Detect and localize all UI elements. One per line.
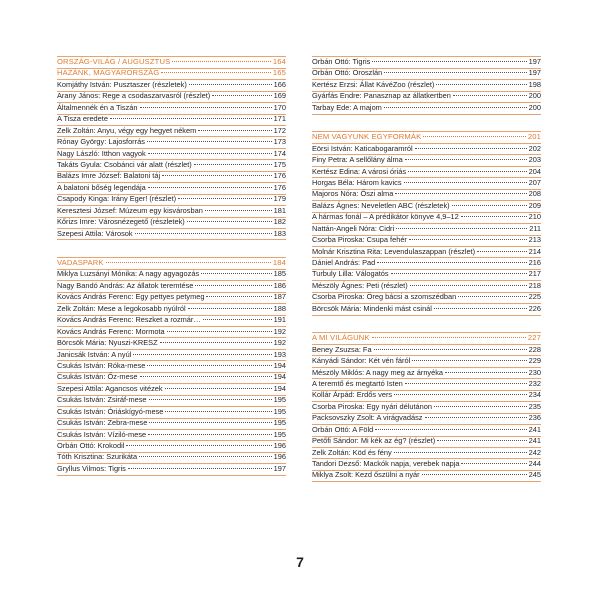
entry-page-number: 242: [528, 447, 541, 457]
entry-title: Finy Petra: A sellőlány álma: [312, 155, 403, 165]
entry-title: Kovács András Ferenc: Reszket a rozmár…: [57, 315, 201, 325]
entry-page-number: 204: [528, 166, 541, 176]
entry-page-number: 197: [528, 68, 541, 78]
entry-title: Gyárfás Endre: Panasznap az állatkertben: [312, 91, 451, 101]
entry-title: Balázs Imre József: Balatoni táj: [57, 171, 161, 181]
toc-entry: [57, 183, 286, 194]
section-gap: [57, 240, 286, 257]
entry-title: Szepesi Attila: Városok: [57, 228, 133, 238]
toc-entry: [312, 425, 541, 436]
section-gap: [312, 315, 541, 332]
dot-leader: [160, 342, 272, 343]
toc-entry: [57, 407, 286, 418]
entry-page-number: 227: [527, 333, 541, 343]
dot-leader: [372, 61, 526, 62]
dot-leader: [436, 84, 526, 85]
entry-page-number: 208: [528, 189, 541, 199]
entry-title: Csorba Piroska: Öreg bácsi a szomszédban: [312, 292, 457, 302]
dot-leader: [165, 388, 272, 389]
toc-entry: [312, 345, 541, 356]
entry-page-number: 225: [528, 292, 541, 302]
entry-page-number: 196: [273, 441, 286, 450]
entry-title: Petőfi Sándor: Mi kék az ég? (részlet): [312, 436, 436, 446]
entry-page-number: 174: [273, 148, 286, 158]
dot-leader: [195, 285, 271, 286]
entry-page-number: 192: [273, 338, 286, 348]
toc-entry: [312, 91, 541, 102]
entry-page-number: 235: [528, 401, 541, 411]
dot-leader: [434, 406, 527, 407]
toc-entry: [57, 126, 286, 137]
toc-entry: [57, 269, 286, 280]
entry-page-number: 184: [272, 258, 286, 267]
toc-entry: [312, 356, 541, 367]
entry-title: Orbán Ottó: A Föld: [312, 424, 374, 434]
dot-leader: [434, 308, 527, 309]
toc-entry: [312, 292, 541, 303]
entry-page-number: 198: [528, 79, 541, 89]
entry-title: Horgas Béla: Három kavics: [312, 177, 402, 187]
toc-entry: [312, 470, 541, 481]
toc-entry: [312, 144, 541, 155]
entry-page-number: 200: [528, 91, 541, 101]
entry-title: Csukás István: Óriáskígyó-mese: [57, 406, 164, 416]
toc-entry: [312, 436, 541, 447]
dot-leader: [453, 95, 527, 96]
toc-entry: [312, 201, 541, 212]
toc-entry: [57, 350, 286, 361]
toc-entry: [57, 464, 286, 475]
entry-page-number: 197: [528, 57, 541, 66]
toc-section-heading: [57, 257, 286, 269]
dot-leader: [391, 273, 527, 274]
entry-title: Miklya Zsolt: Kezd őszülni a nyár: [312, 470, 420, 480]
entry-title: Zelk Zoltán: Anyu, végy egy hegyet nékem: [57, 125, 197, 135]
entry-page-number: 214: [528, 246, 541, 256]
entry-page-number: 234: [528, 390, 541, 400]
entry-title: Általmennék én a Tiszán: [57, 102, 138, 112]
toc-entry: [57, 327, 286, 338]
entry-page-number: 187: [273, 292, 286, 302]
dot-leader: [147, 141, 272, 142]
toc-entry: [312, 167, 541, 178]
toc-entry: [57, 103, 286, 114]
dot-leader: [198, 130, 271, 131]
toc-entry: [57, 315, 286, 326]
dot-leader: [203, 319, 272, 320]
entry-page-number: 209: [528, 200, 541, 210]
entry-title: Nagy László: Itthon vagyok: [57, 148, 146, 158]
toc-entry: [57, 304, 286, 315]
toc-entry: [312, 68, 541, 79]
entry-page-number: 241: [528, 436, 541, 446]
toc-entry: [57, 372, 286, 383]
toc-entry: [312, 390, 541, 401]
entry-title: Takáts Gyula: Csobánci vár alatt (részlet): [57, 159, 192, 169]
dot-leader: [161, 72, 270, 73]
entry-title: Packsovszky Zsolt: A virágvadász: [312, 413, 423, 423]
dot-leader: [178, 198, 272, 199]
entry-title: Janicsák István: A nyúl: [57, 349, 132, 359]
entry-page-number: 245: [528, 470, 541, 480]
page-number: 7: [296, 554, 304, 570]
entry-page-number: 218: [528, 280, 541, 290]
entry-page-number: 232: [528, 378, 541, 388]
entry-page-number: 228: [528, 344, 541, 354]
entry-page-number: 192: [273, 326, 286, 336]
entry-title: A balatoni bőség legendája: [57, 182, 146, 192]
dot-leader: [452, 205, 527, 206]
row-rule: [57, 475, 286, 476]
entry-page-number: 195: [273, 395, 286, 405]
dot-leader: [110, 118, 272, 119]
dot-leader: [212, 95, 271, 96]
entry-title: Kőrizs Imre: Városnézegető (részletek): [57, 217, 185, 227]
entry-page-number: 197: [273, 463, 286, 473]
toc-left-column: [57, 56, 286, 475]
entry-page-number: 217: [528, 269, 541, 279]
dot-leader: [374, 349, 527, 350]
toc-entry: [312, 56, 541, 68]
entry-title: Tarbay Ede: A majom: [312, 102, 382, 112]
dot-leader: [410, 285, 527, 286]
toc-entry: [57, 149, 286, 160]
entry-page-number: 194: [273, 383, 286, 393]
dot-leader: [461, 216, 527, 217]
entry-page-number: 201: [527, 132, 541, 142]
toc-entry: [57, 452, 286, 463]
toc-section-heading: [57, 56, 286, 68]
entry-page-number: 172: [273, 125, 286, 135]
entry-page-number: 173: [273, 137, 286, 147]
entry-title: Orbán Ottó: Krokodil: [57, 441, 125, 450]
entry-title: A Tisza eredete: [57, 114, 108, 124]
toc-entry: [312, 402, 541, 413]
toc-entry: [57, 91, 286, 102]
dot-leader: [139, 456, 272, 457]
dot-leader: [396, 228, 527, 229]
entry-page-number: 213: [528, 235, 541, 245]
entry-title: Csukás István: Őz-mese: [57, 372, 138, 382]
dot-leader: [149, 422, 271, 423]
toc-entry: [57, 114, 286, 125]
entry-page-number: 169: [273, 91, 286, 101]
entry-page-number: 175: [273, 159, 286, 169]
dot-leader: [377, 262, 526, 263]
dot-leader: [412, 360, 526, 361]
dot-leader: [422, 474, 527, 475]
entry-page-number: 241: [528, 424, 541, 434]
section-title: VADASPARK: [57, 258, 104, 267]
dot-leader: [172, 61, 271, 62]
toc-entry: [312, 459, 541, 470]
entry-page-number: 186: [273, 280, 286, 290]
dot-leader: [437, 440, 526, 441]
dot-leader: [133, 354, 271, 355]
toc-entry: [312, 189, 541, 200]
entry-title: Börcsök Mária: Mindenki mást csinál: [312, 303, 432, 313]
toc-entry: [57, 80, 286, 91]
entry-title: Szepesi Attila: Agancsos vitézek: [57, 383, 163, 393]
dot-leader: [128, 468, 272, 469]
toc-entry: [312, 304, 541, 315]
entry-page-number: 210: [528, 212, 541, 222]
dot-leader: [148, 434, 272, 435]
entry-page-number: 216: [528, 258, 541, 267]
entry-title: Rónay György: Lajosforrás: [57, 137, 145, 147]
dot-leader: [409, 239, 527, 240]
toc-entry: [57, 137, 286, 148]
entry-page-number: 191: [273, 315, 286, 325]
entry-page-number: 188: [273, 303, 286, 313]
toc-entry: [312, 247, 541, 258]
toc-entry: [57, 160, 286, 171]
entry-page-number: 202: [528, 143, 541, 153]
entry-title: Nattán-Angeli Nóra: Cidri: [312, 223, 395, 233]
toc-entry: [57, 194, 286, 205]
dot-leader: [148, 187, 272, 188]
dot-leader: [384, 107, 527, 108]
entry-title: Majoros Nóra: Őszi alma: [312, 189, 394, 199]
toc-entry: [57, 206, 286, 217]
toc-entry: [312, 212, 541, 223]
entry-page-number: 185: [273, 269, 286, 279]
dot-leader: [423, 136, 526, 137]
dot-leader: [445, 372, 527, 373]
entry-page-number: 179: [273, 194, 286, 204]
entry-title: Eörsi István: Katicabogaramról: [312, 143, 413, 153]
toc-entry: [57, 384, 286, 395]
toc-entry: [312, 281, 541, 292]
entry-page-number: 170: [273, 102, 286, 112]
entry-page-number: 181: [273, 205, 286, 215]
entry-title: Csukás István: Zebra-mese: [57, 418, 148, 428]
entry-page-number: 229: [528, 356, 541, 366]
entry-page-number: 193: [273, 349, 286, 359]
entry-title: Csukás István: Róka-mese: [57, 360, 146, 370]
toc-entry: [57, 281, 286, 292]
entry-page-number: 207: [528, 177, 541, 187]
entry-page-number: 211: [529, 223, 541, 233]
entry-title: Csorba Piroska: Egy nyári délutánon: [312, 401, 432, 411]
entry-page-number: 203: [528, 155, 541, 165]
dot-leader: [206, 296, 271, 297]
entry-page-number: 195: [273, 418, 286, 428]
dot-leader: [106, 262, 271, 263]
entry-title: Turbuly Lilla: Válogatós: [312, 269, 389, 279]
toc-section-heading: [312, 131, 541, 143]
entry-title: Csukás István: Víziló-mese: [57, 429, 147, 439]
toc-entry: [312, 103, 541, 114]
entry-title: Komjáthy István: Pusztaszer (részletek): [57, 79, 187, 89]
toc-section-heading: [57, 68, 286, 79]
entry-page-number: 176: [273, 182, 286, 192]
entry-title: Kovács András Ferenc: Egy pettyes petymeg: [57, 292, 205, 302]
entry-title: Keresztesi József: Múzeum egy kisvárosban: [57, 205, 203, 215]
entry-page-number: 176: [273, 171, 286, 181]
entry-page-number: 164: [272, 57, 286, 66]
dot-leader: [384, 72, 526, 73]
entry-page-number: 226: [528, 303, 541, 313]
entry-title: Csapody Kinga: Irány Eger! (részlet): [57, 194, 177, 204]
dot-leader: [126, 445, 271, 446]
dot-leader: [187, 221, 272, 222]
entry-title: Zelk Zoltán: Mese a legokosabb nyúlról: [57, 303, 186, 313]
toc-entry: [312, 413, 541, 424]
toc-entry: [57, 418, 286, 429]
entry-page-number: 196: [273, 452, 286, 462]
section-title: HAZÁNK, MAGYARORSZÁG: [57, 68, 160, 78]
section-gap: [312, 114, 541, 131]
toc-entry: [57, 292, 286, 303]
entry-page-number: 166: [273, 79, 286, 89]
dot-leader: [135, 233, 272, 234]
entry-title: Csukás István: Zsiráf-mese: [57, 395, 147, 405]
toc-entry: [312, 269, 541, 280]
entry-title: Kertész Edina: A városi óriás: [312, 166, 407, 176]
dot-leader: [394, 394, 527, 395]
entry-title: Gryllus Vilmos: Tigris: [57, 463, 126, 473]
section-title: NEM VAGYUNK EGYFORMÁK: [312, 132, 422, 142]
section-title: A MI VILÁGUNK: [312, 333, 370, 343]
toc-entry: [57, 441, 286, 452]
entry-title: Kányádi Sándor: Két vén fáról: [312, 356, 411, 366]
entry-title: Csorba Piroska: Csupa fehér: [312, 235, 407, 245]
toc-entry: [312, 80, 541, 91]
entry-title: Kollár Árpád: Erdős vers: [312, 390, 393, 400]
entry-title: Miklya Luzsányi Mónika: A nagy agyagozás: [57, 269, 200, 279]
entry-page-number: 165: [272, 68, 286, 78]
entry-page-number: 230: [528, 367, 541, 377]
entry-title: Orbán Ottó: Oroszlán: [312, 68, 383, 78]
entry-title: Börcsök Mária: Nyuszi-KRESZ: [57, 338, 158, 348]
entry-page-number: 194: [273, 360, 286, 370]
dot-leader: [458, 296, 526, 297]
toc-entry: [312, 224, 541, 235]
toc-entry: [57, 430, 286, 441]
toc-entry: [57, 217, 286, 228]
toc-right-column: [312, 56, 541, 482]
entry-page-number: 236: [528, 413, 541, 423]
toc-entry: [312, 448, 541, 459]
dot-leader: [205, 210, 272, 211]
entry-title: Balázs Ágnes: Neveletlen ABC (részletek): [312, 200, 450, 210]
entry-title: Tandori Dezső: Mackók napja, verebek napja: [312, 459, 460, 468]
toc-entry: [57, 338, 286, 349]
toc-entry: [312, 235, 541, 246]
toc-entry: [312, 178, 541, 189]
toc-section-heading: [312, 332, 541, 344]
dot-leader: [147, 365, 271, 366]
dot-leader: [149, 399, 272, 400]
entry-title: Arany János: Rege a csodaszarvasról (részlet): [57, 91, 211, 101]
dot-leader: [395, 193, 526, 194]
dot-leader: [167, 331, 272, 332]
toc-entry: [57, 229, 286, 240]
dot-leader: [408, 171, 527, 172]
entry-title: A hármas fonál – A prédikátor könyve 4,9–12: [312, 212, 459, 222]
entry-title: Kertész Erzsi: Állat KávéZoo (részlet): [312, 79, 435, 89]
dot-leader: [140, 107, 272, 108]
entry-page-number: 182: [273, 217, 286, 227]
toc-entry: [57, 395, 286, 406]
entry-title: Beney Zsuzsa: Fa: [312, 344, 372, 354]
section-title: ORSZÁG-VILÁG / AUGUSZTUS: [57, 57, 171, 66]
dot-leader: [375, 429, 526, 430]
row-rule: [312, 481, 541, 482]
dot-leader: [372, 337, 526, 338]
entry-page-number: 194: [273, 372, 286, 382]
entry-title: Dániel András: Pad: [312, 258, 376, 267]
entry-title: Molnár Krisztina Rita: Levendulaszappan (részlet): [312, 246, 476, 256]
entry-page-number: 244: [528, 459, 541, 468]
entry-title: Orbán Ottó: Tigris: [312, 57, 371, 66]
entry-page-number: 171: [273, 114, 286, 124]
dot-leader: [461, 463, 526, 464]
entry-title: A teremtő és megtartó Isten: [312, 378, 403, 388]
entry-page-number: 183: [273, 228, 286, 238]
dot-leader: [394, 452, 527, 453]
dot-leader: [165, 411, 271, 412]
dot-leader: [477, 251, 527, 252]
dot-leader: [405, 159, 527, 160]
entry-title: Zelk Zoltán: Köd és fény: [312, 447, 392, 457]
entry-page-number: 195: [273, 429, 286, 439]
dot-leader: [201, 273, 272, 274]
dot-leader: [404, 182, 527, 183]
entry-title: Mészöly Miklós: A nagy meg az árnyéka: [312, 367, 444, 377]
toc-entry: [312, 368, 541, 379]
entry-title: Kovács András Ferenc: Mormota: [57, 326, 165, 336]
dot-leader: [188, 308, 272, 309]
entry-page-number: 200: [528, 102, 541, 112]
toc-entry: [312, 379, 541, 390]
entry-title: Nagy Bandó András: Az állatok teremtése: [57, 280, 194, 290]
toc-entry: [312, 258, 541, 269]
dot-leader: [148, 153, 272, 154]
dot-leader: [140, 376, 272, 377]
dot-leader: [194, 164, 272, 165]
dot-leader: [189, 84, 272, 85]
toc-entry: [312, 155, 541, 166]
entry-title: Tóth Krisztina: Szurikáta: [57, 452, 138, 462]
toc-entry: [57, 171, 286, 182]
dot-leader: [162, 175, 272, 176]
entry-page-number: 195: [273, 406, 286, 416]
dot-leader: [405, 383, 527, 384]
dot-leader: [415, 148, 527, 149]
entry-title: Mészöly Ágnes: Peti (részlet): [312, 280, 408, 290]
toc-entry: [57, 361, 286, 372]
dot-leader: [425, 417, 527, 418]
